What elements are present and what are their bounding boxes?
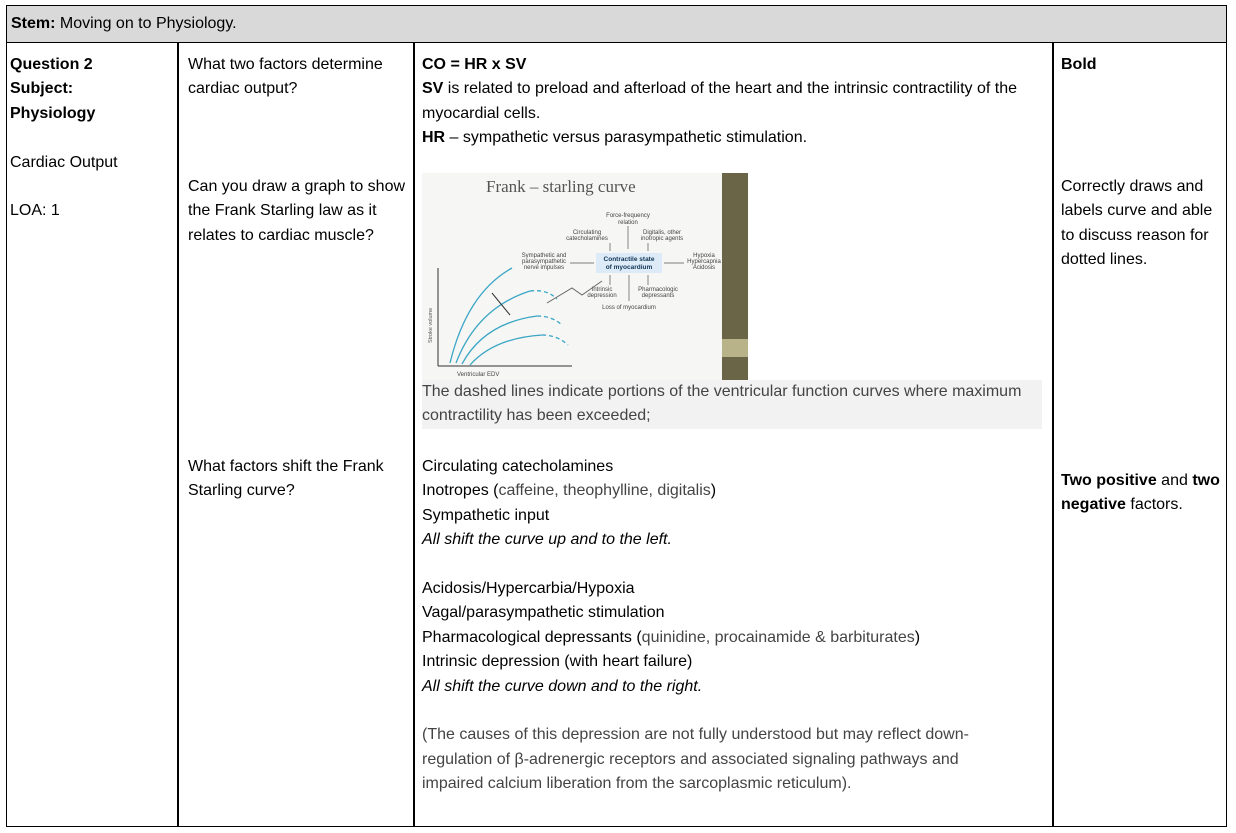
label-hypoxia-3: Acidosis — [692, 265, 716, 271]
label-pharm: Pharmacologic — [638, 287, 678, 293]
negative-factor-4: Intrinsic depression (with heart failure) — [422, 653, 693, 671]
label-hypoxia: Hypoxia — [693, 253, 715, 259]
marking-3-negative: two negative — [1061, 472, 1220, 514]
label-circ: Circulating — [572, 230, 602, 236]
negative-factor-1: Acidosis/Hypercarbia/Hypoxia — [422, 580, 635, 598]
label-symp-2: parasympathetic — [521, 259, 567, 265]
label-force-frequency-2: relation — [618, 220, 638, 226]
column-divider — [413, 43, 415, 826]
marking-3-and: and — [1156, 472, 1193, 489]
subject-label: Subject: — [10, 80, 74, 98]
topic: Cardiac Output — [10, 153, 118, 171]
figure-title: Frank – starling curve — [486, 177, 636, 196]
label-pharm-2: depressants — [641, 293, 675, 299]
label-contractile: Contractile state — [603, 256, 655, 263]
label-hypoxia-2: Hypercapnia — [687, 259, 721, 265]
stem-row — [6, 5, 1227, 43]
stem-text: Moving on to Physiology. — [55, 15, 237, 32]
frank-starling-diagram — [422, 173, 722, 380]
label-circ-2: catecholamines — [566, 236, 608, 242]
loa: LOA: 1 — [10, 202, 60, 220]
positive-factor-3: Sympathetic input — [422, 506, 550, 524]
label-symp: Sympathetic and — [521, 253, 567, 259]
question-2: Can you draw a graph to show the Frank Starling law as it relates to cardiac muscle? — [188, 178, 406, 244]
question-1: What two factors determine cardiac output? — [188, 56, 383, 98]
label-intrinsic-2: depression — [587, 293, 617, 299]
label-digitalis-2: inotropic agents — [640, 236, 684, 242]
curve-2 — [456, 291, 530, 363]
subject-value: Physiology — [10, 104, 96, 122]
column-divider — [177, 43, 179, 826]
marking-3-positive: Two positive — [1061, 472, 1157, 489]
answer-1-formula: CO = HR x SV — [422, 56, 527, 73]
negative-factor-2: Vagal/parasympathetic stimulation — [422, 604, 665, 622]
label-loss: Loss of myocardium — [602, 305, 656, 311]
shift-arrow — [492, 293, 510, 315]
negative-factor-3 — [422, 626, 1047, 650]
label-symp-3: nerve impulses — [523, 265, 565, 271]
sv-text: is related to preload and afterload of the heart and the intrinsic contractility of the myocardial cells. — [422, 80, 1018, 122]
figure-band — [722, 339, 748, 357]
depressants-label: Pharmacological depressants ( — [422, 628, 642, 646]
answer-3 — [422, 455, 1047, 797]
y-axis-label: Stroke volume — [428, 307, 434, 343]
label-force-frequency: Force-frequency — [606, 213, 650, 219]
inotropes-label: Inotropes ( — [422, 482, 499, 500]
inotropes-examples: caffeine, theophylline, digitalis — [498, 482, 711, 500]
caption-text: The dashed lines indicate portions of the ventricular function curves where maximum contractility has been exceeded; — [422, 383, 1022, 425]
frank-starling-figure — [422, 173, 748, 380]
hr-label: HR — [422, 129, 446, 147]
column-divider — [1052, 43, 1054, 826]
negative-summary: All shift the curve down and to the right. — [422, 677, 703, 695]
positive-summary: All shift the curve up and to the left. — [422, 531, 672, 549]
marking-3-factors: factors. — [1125, 496, 1183, 514]
curve-3 — [462, 316, 537, 364]
curve-4-dash — [542, 335, 568, 345]
marking-2: Correctly draws and labels curve and able to discuss reason for dotted lines. — [1061, 178, 1213, 269]
positive-factor-1: Circulating catecholamines — [422, 458, 614, 475]
hr-text: – sympathetic versus parasympathetic stimulation. — [445, 129, 808, 147]
answer-1 — [422, 53, 1047, 151]
x-axis-label: Ventricular EDV — [457, 372, 500, 378]
label-digitalis: Digitalis, other — [642, 230, 682, 236]
stem-label: Stem: — [11, 15, 56, 32]
curve-2-dash — [530, 291, 557, 299]
depressants-examples: quinidine, procainamide & barbiturates — [641, 628, 915, 646]
question-number: Question 2 — [10, 56, 93, 73]
sv-label: SV — [422, 80, 444, 98]
label-intrinsic: Intrinsic — [591, 287, 613, 293]
curve-3-dash — [537, 316, 562, 325]
question-info — [10, 53, 170, 224]
label-contractile-2: of myocardium — [605, 264, 653, 271]
question-3: What factors shift the Frank Starling curve? — [188, 458, 384, 500]
depression-note: (The causes of this depression are not fully understood but may reflect down-regulation of β-adrenergic receptors and associated signaling pathways and impaired calcium liberation from the sarcoplasmic reticulum). — [422, 726, 969, 793]
marking-1: Bold — [1061, 56, 1097, 73]
marking-3 — [1061, 469, 1226, 518]
figure-sidebar — [722, 173, 748, 380]
question-table — [6, 43, 1227, 827]
depressants-end: ) — [914, 628, 921, 646]
positive-factor-2 — [422, 479, 1047, 503]
curve-1 — [450, 268, 512, 363]
figure-caption — [422, 380, 1042, 429]
inotropes-end: ) — [710, 482, 717, 500]
